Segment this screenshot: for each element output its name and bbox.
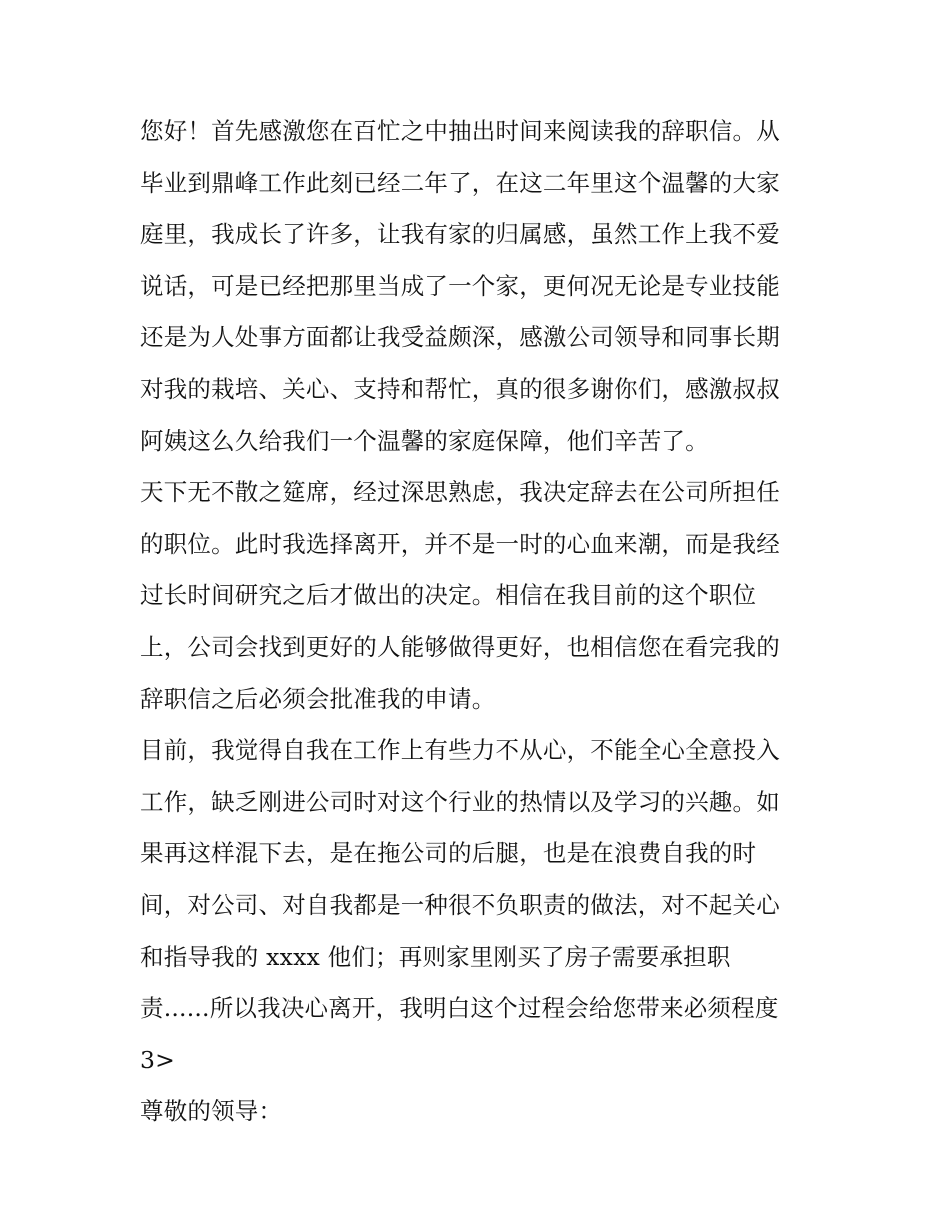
text-line: 工作，缺乏刚进公司时对这个行业的热情以及学习的兴趣。如 xyxy=(140,787,780,816)
text-line: 说话，可是已经把那里当成了一个家，更何况无论是专业技能 xyxy=(140,271,780,300)
text-line: 过长时间研究之后才做出的决定。相信在我目前的这个职位 xyxy=(140,581,757,610)
text-line: 3> xyxy=(140,1045,176,1074)
text-line: 对我的栽培、关心、支持和帮忙，真的很多谢你们，感激叔叔 xyxy=(140,374,780,403)
text-line: 辞职信之后必须会批准我的申请。 xyxy=(140,684,496,713)
text-line: 的职位。此时我选择离开，并不是一时的心血来潮，而是我经 xyxy=(140,529,780,558)
text-line: 还是为人处事方面都让我受益颇深，感激公司领导和同事长期 xyxy=(140,323,780,352)
text-line: 上，公司会找到更好的人能够做得更好，也相信您在看完我的 xyxy=(140,632,780,661)
text-line: 毕业到鼎峰工作此刻已经二年了，在这二年里这个温馨的大家 xyxy=(140,168,780,197)
salutation: 尊敬的领导： xyxy=(140,1097,283,1126)
text-line: 庭里，我成长了许多，让我有家的归属感，虽然工作上我不爱 xyxy=(140,220,780,249)
text-line: 果再这样混下去，是在拖公司的后腿，也是在浪费自我的时 xyxy=(140,839,757,868)
letter-body xyxy=(140,106,820,1138)
text-line: 阿姨这么久给我们一个温馨的家庭保障，他们辛苦了。 xyxy=(140,426,709,455)
text-line: 您好！首先感激您在百忙之中抽出时间来阅读我的辞职信。从 xyxy=(140,117,780,145)
text-line: 目前，我觉得自我在工作上有些力不从心，不能全心全意投入 xyxy=(140,736,780,765)
text-line: 和指导我的 xxxx 他们；再则家里刚买了房子需要承担职 xyxy=(140,942,731,971)
text-line: 间，对公司、对自我都是一种很不负职责的做法，对不起关心 xyxy=(140,890,780,919)
text-line: 天下无不散之筵席，经过深思熟虑，我决定辞去在公司所担任 xyxy=(140,478,780,507)
text-line: 责......所以我决心离开，我明白这个过程会给您带来必须程度 xyxy=(140,994,779,1023)
